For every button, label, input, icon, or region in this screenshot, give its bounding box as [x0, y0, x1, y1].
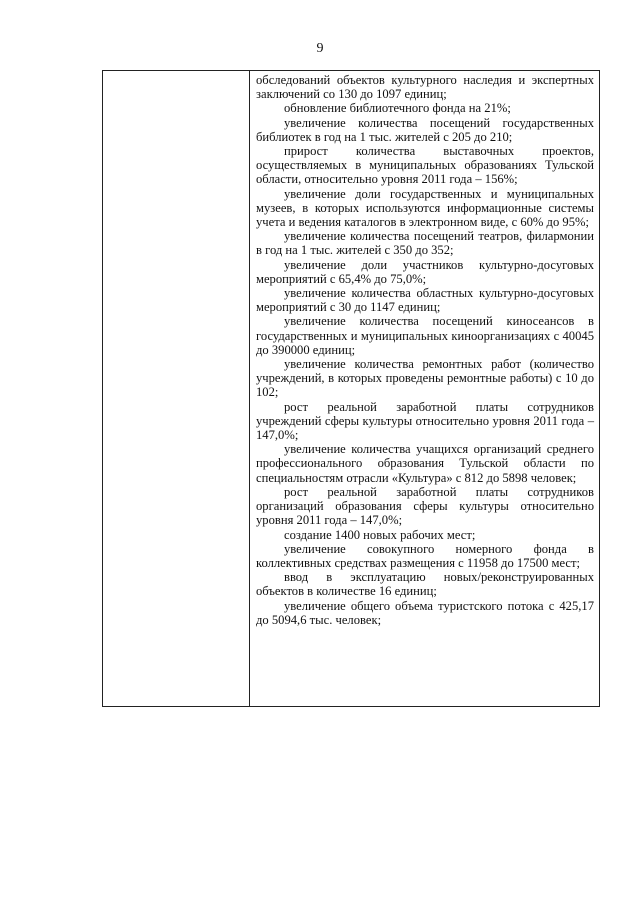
paragraph: увеличение количества посещений киносеансов в государственных и муниципальных киноорганизациях с 40045 до 390000 единиц;: [256, 314, 594, 357]
paragraph: увеличение доли участников культурно-досуговых мероприятий с 65,4% до 75,0%;: [256, 257, 594, 286]
document-table: [102, 70, 600, 707]
paragraph: увеличение количества ремонтных работ (количество учреждений, в которых проведены ремонтные работы) с 10 до 102;: [256, 357, 594, 400]
paragraph: обновление библиотечного фонда на 21%;: [284, 101, 511, 116]
table-left-cell: [103, 71, 250, 706]
paragraph: увеличение общего объема туристского потока с 425,17 до 5094,6 тыс. человек;: [256, 598, 594, 627]
paragraph: ввод в эксплуатацию новых/реконструированных объектов в количестве 16 единиц;: [256, 570, 594, 599]
page-number: 9: [316, 41, 324, 56]
paragraph: увеличение количества посещений государственных библиотек в год на 1 тыс. жителей с 205 до 210;: [256, 115, 594, 144]
paragraph: увеличение количества посещений театров, филармонии в год на 1 тыс. жителей с 350 до 352;: [256, 229, 594, 258]
paragraph: обследований объектов культурного наследия и экспертных заключений со 130 до 1097 единиц;: [256, 73, 594, 102]
paragraph: увеличение количества областных культурно-досуговых мероприятий с 30 до 1147 единиц;: [256, 286, 594, 315]
paragraph: увеличение количества учащихся организаций среднего профессионального образования Тульской области по специальностям отрасли «Культура» с 812 до 5898 человек;: [256, 442, 594, 485]
paragraph: увеличение совокупного номерного фонда в коллективных средствах размещения с 11958 до 17500 мест;: [256, 541, 594, 570]
paragraph: увеличение доли государственных и муниципальных музеев, в которых используются информационные системы учета и ведения каталогов в электронном виде, с 60% до 95%;: [256, 186, 594, 230]
paragraph: прирост количества выставочных проектов, осуществляемых в муниципальных образованиях Тульской области, относительно уровня 2011 года – 156%;: [256, 144, 594, 187]
paragraph: рост реальной заработной платы сотрудников организаций образования сферы культуры относительно уровня 2011 года – 147,0%;: [256, 484, 594, 528]
paragraph: рост реальной заработной платы сотрудников учреждений сферы культуры относительно уровня 2011 года – 147,0%;: [256, 399, 594, 443]
table-right-cell: [250, 71, 599, 627]
paragraph: создание 1400 новых рабочих мест;: [284, 527, 476, 542]
